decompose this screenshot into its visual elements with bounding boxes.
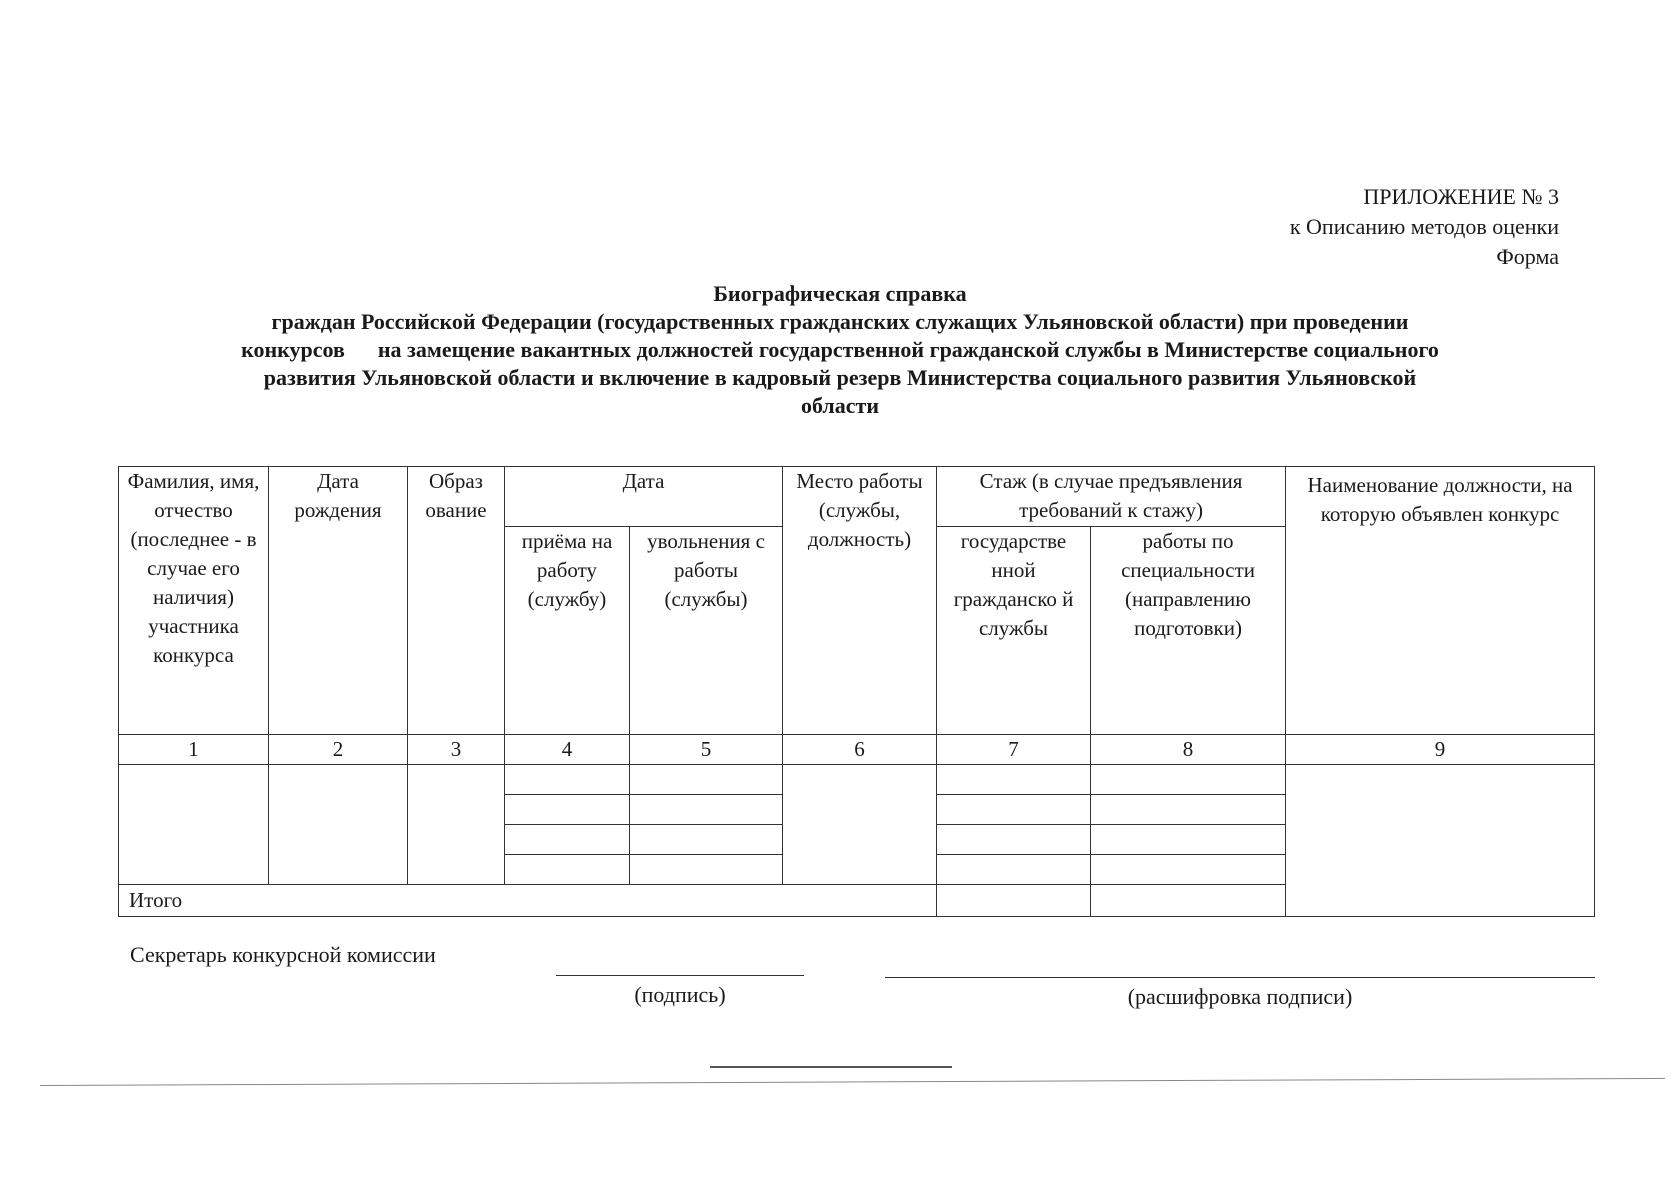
- empty-cell: [937, 855, 1091, 885]
- empty-cell: [1091, 795, 1286, 825]
- appendix-number: ПРИЛОЖЕНИЕ № 3: [1363, 184, 1559, 209]
- table-row: [119, 765, 1595, 795]
- signature-decode-caption: (расшифровка подписи): [1127, 984, 1353, 1009]
- empty-cell: [630, 855, 783, 885]
- empty-cell: [269, 765, 408, 885]
- secretary-label: Секретарь конкурсной комиссии: [130, 942, 436, 967]
- signature-decode-line: [885, 977, 1595, 978]
- document-title: [120, 280, 1560, 420]
- column-number: 5: [630, 735, 783, 765]
- empty-cell: [783, 765, 937, 885]
- column-number: 8: [1091, 735, 1286, 765]
- total-label: Итого: [119, 885, 937, 917]
- empty-cell: [505, 765, 630, 795]
- header-civil-service-experience: государстве нной гражданско й службы: [937, 527, 1091, 735]
- signature-line: [556, 975, 804, 976]
- empty-cell: [937, 825, 1091, 855]
- title-line-1: Биографическая справка: [713, 281, 967, 306]
- signature-caption: (подпись): [634, 982, 726, 1007]
- empty-cell: [630, 795, 783, 825]
- header-hire-date: приёма на работу (службу): [505, 527, 630, 735]
- empty-cell: [1286, 765, 1595, 917]
- empty-cell: [937, 765, 1091, 795]
- biography-table: [118, 466, 1595, 917]
- header-birth-date: Дата рождения: [269, 467, 408, 735]
- empty-cell: [408, 765, 505, 885]
- header-specialty-experience: работы по специальности (направлению подготовки): [1091, 527, 1286, 735]
- empty-cell: [505, 855, 630, 885]
- column-number: 4: [505, 735, 630, 765]
- header-fio: Фамилия, имя, отчество (последнее - в случае его наличия) участника конкурса: [119, 467, 269, 735]
- header-experience: Стаж (в случае предъявления требований к стажу): [937, 467, 1286, 527]
- empty-cell: [630, 825, 783, 855]
- title-line-4: развития Ульяновской области и включение в кадровый резерв Министерства социального развития Ульяновской: [263, 365, 1417, 390]
- empty-cell: [1091, 855, 1286, 885]
- column-number: 6: [783, 735, 937, 765]
- title-line-5: области: [800, 393, 880, 418]
- empty-cell: [505, 795, 630, 825]
- title-line-3: конкурсов на замещение вакантных должностей государственной гражданской службы в Министерстве социального: [241, 337, 1439, 362]
- empty-cell: [1091, 765, 1286, 795]
- empty-cell: [1091, 825, 1286, 855]
- empty-cell: [505, 825, 630, 855]
- separator-line: [710, 1066, 952, 1068]
- appendix-reference: к Описанию методов оценки: [1289, 214, 1559, 239]
- header-dismissal-date: увольнения с работы (службы): [630, 527, 783, 735]
- column-number: 9: [1286, 735, 1595, 765]
- empty-cell: [119, 765, 269, 885]
- column-number: 7: [937, 735, 1091, 765]
- column-number: 1: [119, 735, 269, 765]
- appendix-header: [1290, 182, 1559, 272]
- form-label: Форма: [1496, 244, 1559, 269]
- empty-cell: [937, 885, 1091, 917]
- header-position: Наименование должности, на которую объявлен конкурс: [1286, 467, 1595, 735]
- header-date: Дата: [505, 467, 783, 527]
- header-workplace: Место работы (службы, должность): [783, 467, 937, 735]
- title-line-2: граждан Российской Федерации (государственных гражданских служащих Ульяновской области) при проведении: [271, 309, 1409, 334]
- header-education: Образ ование: [408, 467, 505, 735]
- page-edge-line: [40, 1078, 1665, 1086]
- column-number: 2: [269, 735, 408, 765]
- empty-cell: [630, 765, 783, 795]
- empty-cell: [937, 795, 1091, 825]
- column-numbers-row: [119, 735, 1595, 765]
- empty-cell: [1091, 885, 1286, 917]
- column-number: 3: [408, 735, 505, 765]
